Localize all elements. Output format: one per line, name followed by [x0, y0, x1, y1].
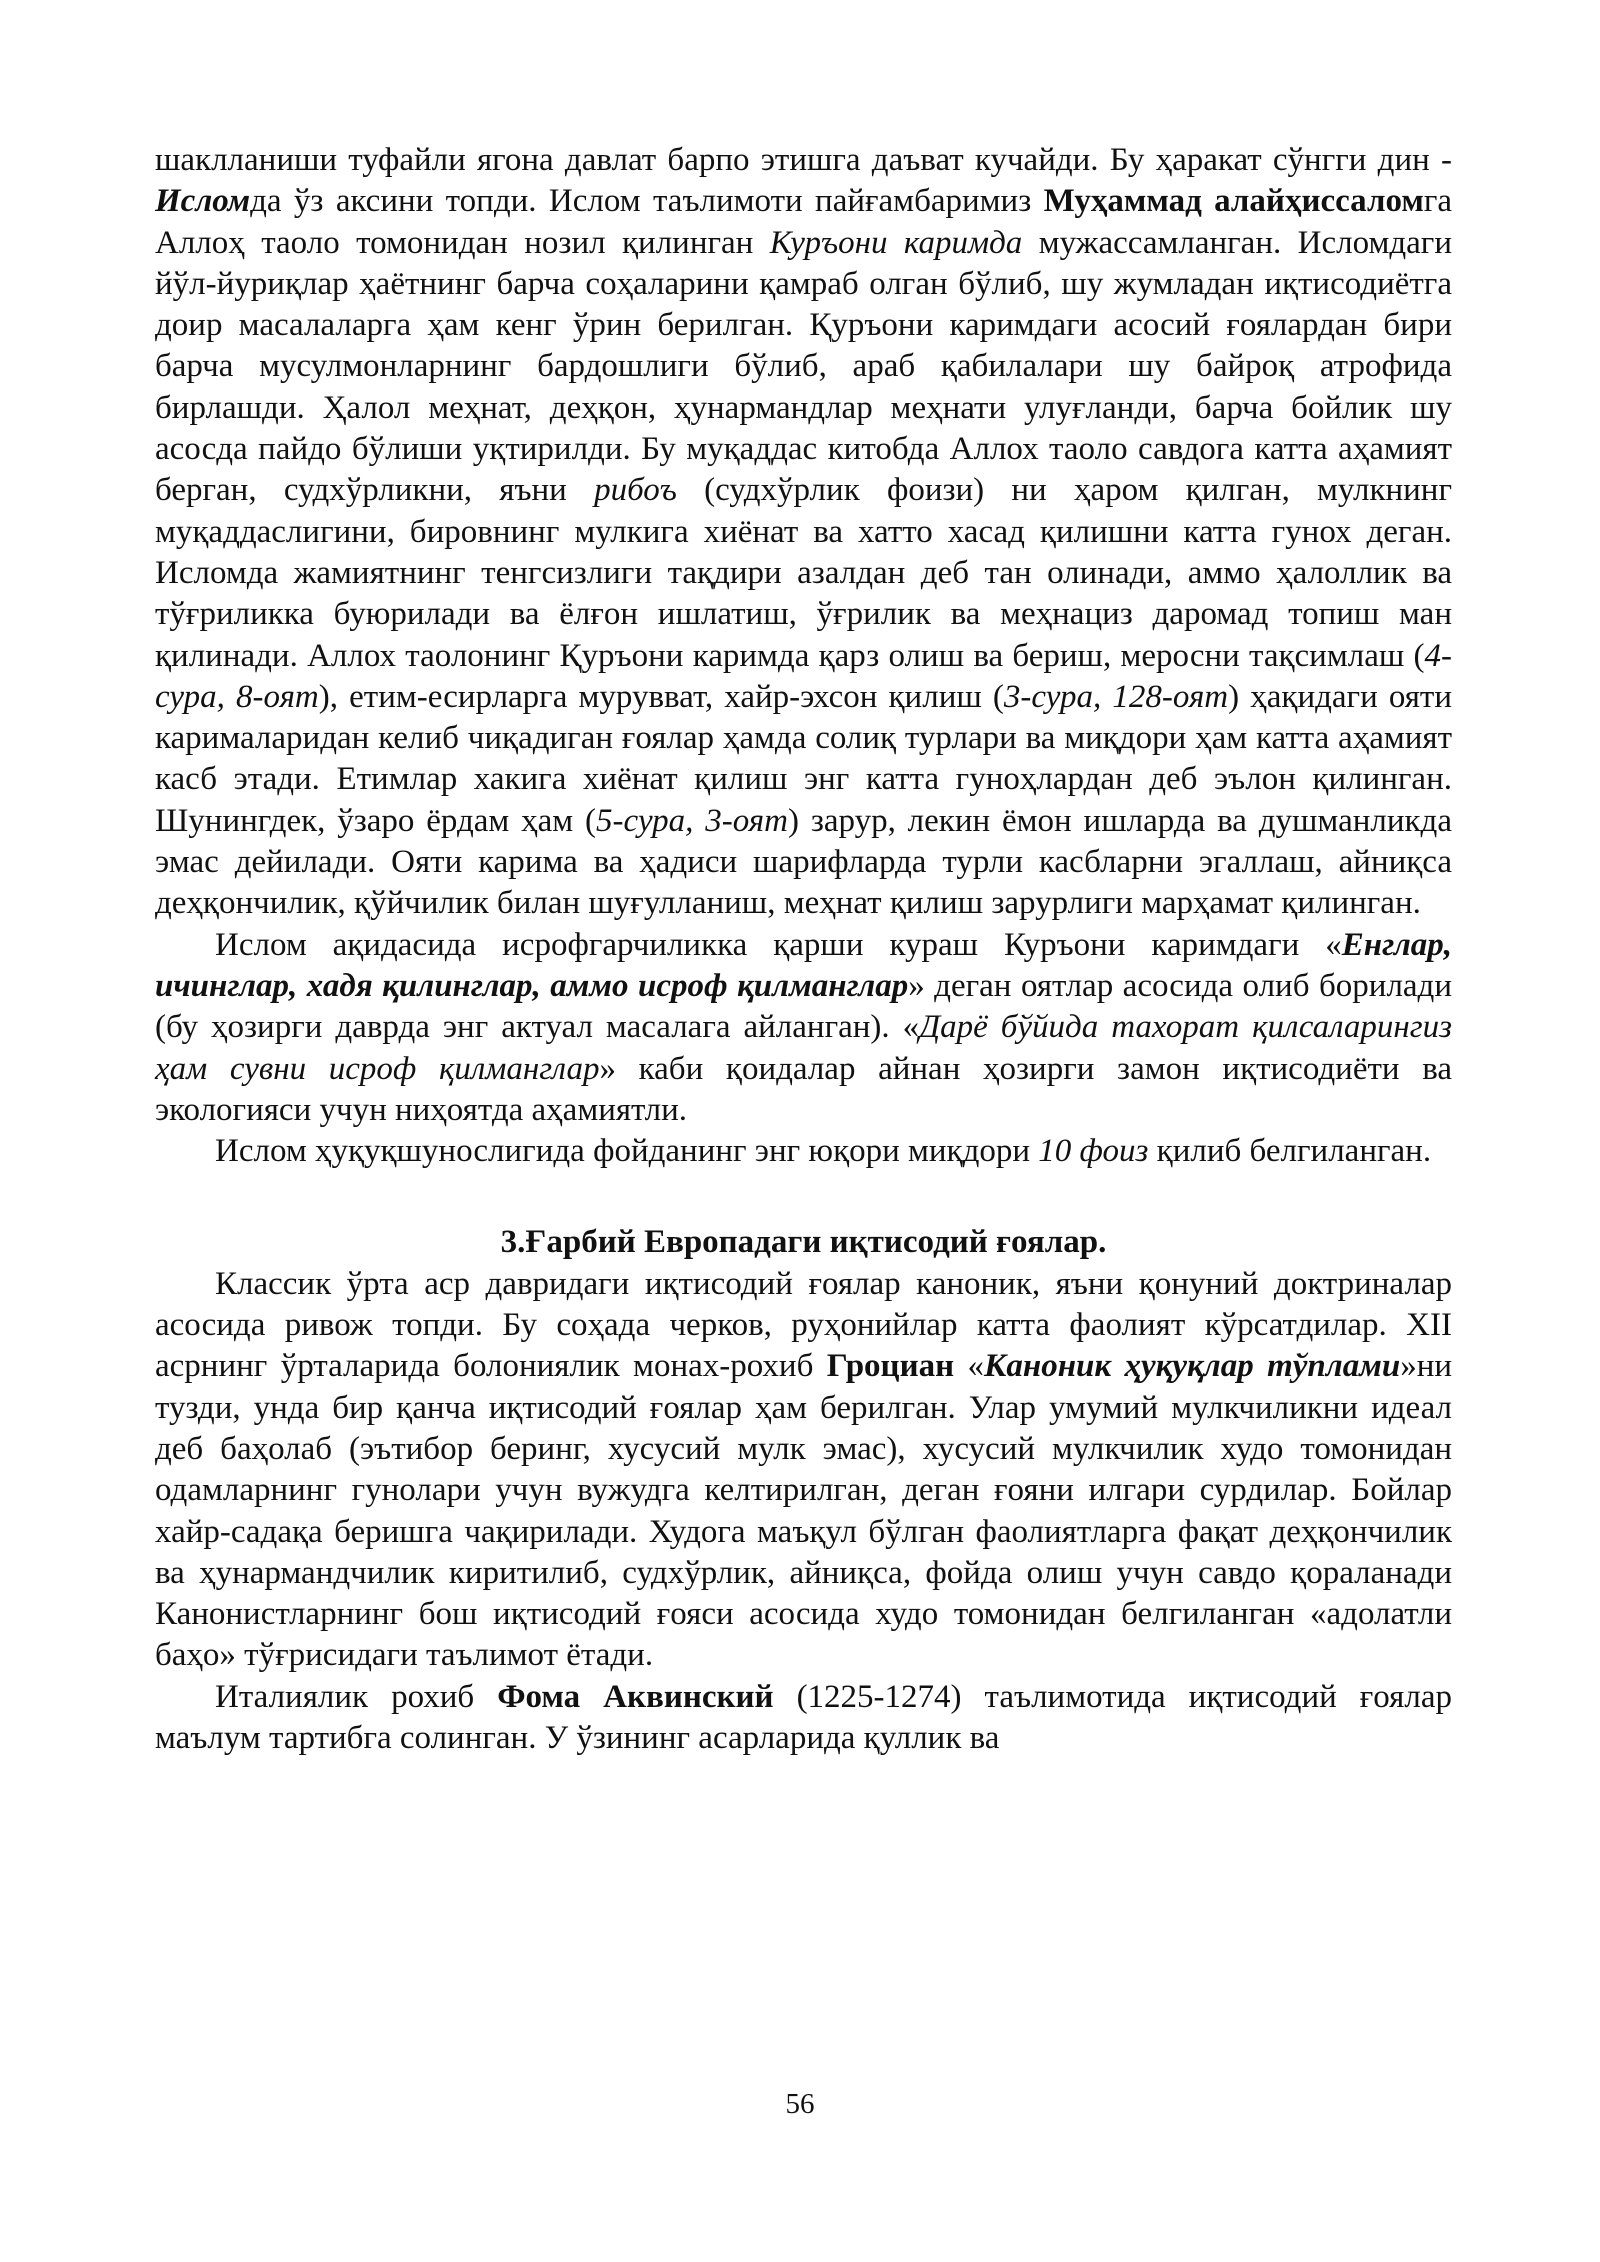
text-run: « — [954, 1348, 985, 1385]
bold-text: Муҳаммад алайҳиссалом — [1043, 183, 1424, 220]
text-run: га Аллоҳ таоло томонидан нозил қилинган — [155, 183, 1453, 261]
paragraph-group — [155, 1264, 1452, 1760]
text-run: Ислом ҳуқуқшунослигида фойданинг энг юқори миқдори — [215, 1133, 1039, 1170]
paragraph — [155, 1264, 1452, 1677]
document-body — [155, 140, 1452, 1759]
text-run: ) зарур, лекин ёмон ишларда ва душманликда эмас дейилади. Ояти карима ва ҳадиси шарифларда турли касбларни эгаллаш, айниқса деҳқончилик, қўйчилик билан шуғулланиш, меҳнат қилиш зарурлиги марҳамат қилинган. — [155, 802, 1452, 922]
paragraph — [155, 140, 1452, 925]
section-heading: 3.Ғарбий Европадаги иқтисодий ғоялар. — [500, 1224, 1107, 1261]
bold-italic-text: Каноник ҳуқуқлар тўплами — [984, 1348, 1401, 1385]
page-number: 56 — [785, 2088, 815, 2120]
paragraph-group — [155, 140, 1452, 1172]
text-run: ), етим-есирларга мурувват, хайр-эхсон қилиш ( — [318, 678, 1004, 715]
italic-text: Дарё бўйида тахорат қилсаларингиз ҳам сувни исроф қилманглар — [155, 1009, 1452, 1087]
bold-italic-text: Ислом — [155, 183, 251, 220]
paragraph — [155, 1677, 1452, 1760]
text-run: » каби қоидалар айнан ҳозирги замон иқтисодиёти ва экологияси учун ниҳоятда аҳамиятли. — [155, 1050, 1453, 1128]
bold-italic-text: Енглар, ичинглар, хадя қилинглар, аммо исроф қилманглар — [155, 926, 1452, 1004]
text-run: шаклланиши туфайли ягона давлат барпо этишга даъват кучайди. Бу ҳаракат сўнгги дин - — [155, 142, 1452, 178]
bold-text: Фома Аквинский — [497, 1678, 774, 1715]
italic-text: 4-сура, 8-оят — [155, 637, 1452, 715]
text-run: мужассамланган. Исломдаги йўл-йуриқлар ҳаётнинг барча соҳаларини қамраб олган бўлиб, шу жумладан иқтисодиётга доир масалаларга ҳам кенг ўрин берилган. Қуръони каримдаги асосий ғоялардан бири барча мусулмонларнинг бардошлиги бўлиб, араб қабилалари шу байроқ атрофида бирлашди. Ҳалол меҳнат, деҳқон, ҳунармандлар меҳнати улуғланди, барча бойлик шу асосда пайдо бўлиши уқтирилди. Бу муқаддас китобда Аллох таоло савдога катта аҳамият берган, судхўрликни, яъни — [155, 224, 1452, 509]
italic-text: 5-сура, 3-оят — [596, 802, 788, 839]
paragraph — [155, 925, 1452, 1131]
text-run: (судхўрлик фоизи) ни ҳаром қилган, мулкнинг муқаддаслигини, бировнинг мулкига хиёнат ва хатто хасад қилишни катта гунох деган. Исломда жамиятнинг тенгсизлиги тақдири азалдан деб тан олинади, аммо ҳалоллик ва тўғриликка буюрилади ва ёлғон ишлатиш, ўғрилик ва меҳнациз даромад топиш ман қилинади. Аллох таолонинг Қуръони каримда қарз олиш ва бериш, меросни тақсимлаш ( — [155, 472, 1452, 674]
text-run: » деган оятлар асосида олиб борилади (бу ҳозирги даврда энг актуал масалага айланган). « — [155, 967, 1453, 1046]
text-run: қилиб белгиланган. — [1148, 1133, 1432, 1170]
paragraph — [155, 1131, 1452, 1172]
text-run: да ўз аксини топди. Ислом таълимоти пайғамбаримиз — [250, 183, 1044, 220]
italic-text: 3-сура, 128-оят — [1003, 678, 1229, 715]
bold-text: Гроциан — [826, 1348, 955, 1385]
text-run: Ислом ақидасида исрофгарчиликка қарши кураш Куръони каримдаги « — [215, 926, 1342, 963]
italic-text: рибоъ — [594, 472, 677, 509]
italic-text: Куръони каримда — [769, 224, 1023, 261]
text-run: Италиялик рохиб — [215, 1678, 498, 1715]
text-run: »ни тузди, унда бир қанча иқтисодий ғоялар ҳам берилган. Улар умумий мулкчиликни идеал деб баҳолаб (эътибор беринг, хусусий мулк эмас), хусусий мулкчилик худо томонидан одамларнинг гунолари учун вужудга келтирилган, деган ғояни илгари сурдилар. Бойлар хайр-садақа беришга чақирилади. Худога маъқул бўлган фаолиятларга фақат деҳқончилик ва ҳунармандчилик киритилиб, судхўрлик, айниқса, фойда олиш учун савдо қораланади Канонистларнинг бош иқтисодий ғояси асосида худо томонидан белгиланган «адолатли баҳо» тўғрисидаги таълимот ётади. — [155, 1348, 1453, 1674]
italic-text: 10 фоиз — [1038, 1133, 1149, 1170]
text-run: Классик ўрта аср давридаги иқтисодий ғоялар каноник, яъни қонуний доктриналар асосида ривож топди. Бу соҳада черков, руҳонийлар катта фаолият кўрсатдилар. XII асрнинг ўрталарида болониялик монах-рохиб — [155, 1265, 1452, 1385]
text-run: (1225-1274) таълимотида иқтисодий ғоялар маълум тартибга солинган. У ўзининг асарларида қуллик ва — [155, 1678, 1452, 1756]
text-run: ) ҳақидаги ояти карималаридан келиб чиқадиган ғоялар ҳамда солиқ турлари ва миқдори ҳам катта аҳамият касб этади. Етимлар хакига хиёнат қилиш энг катта гуноҳлардан деб эълон қилинган. Шунингдек, ўзаро ёрдам ҳам ( — [155, 678, 1453, 839]
